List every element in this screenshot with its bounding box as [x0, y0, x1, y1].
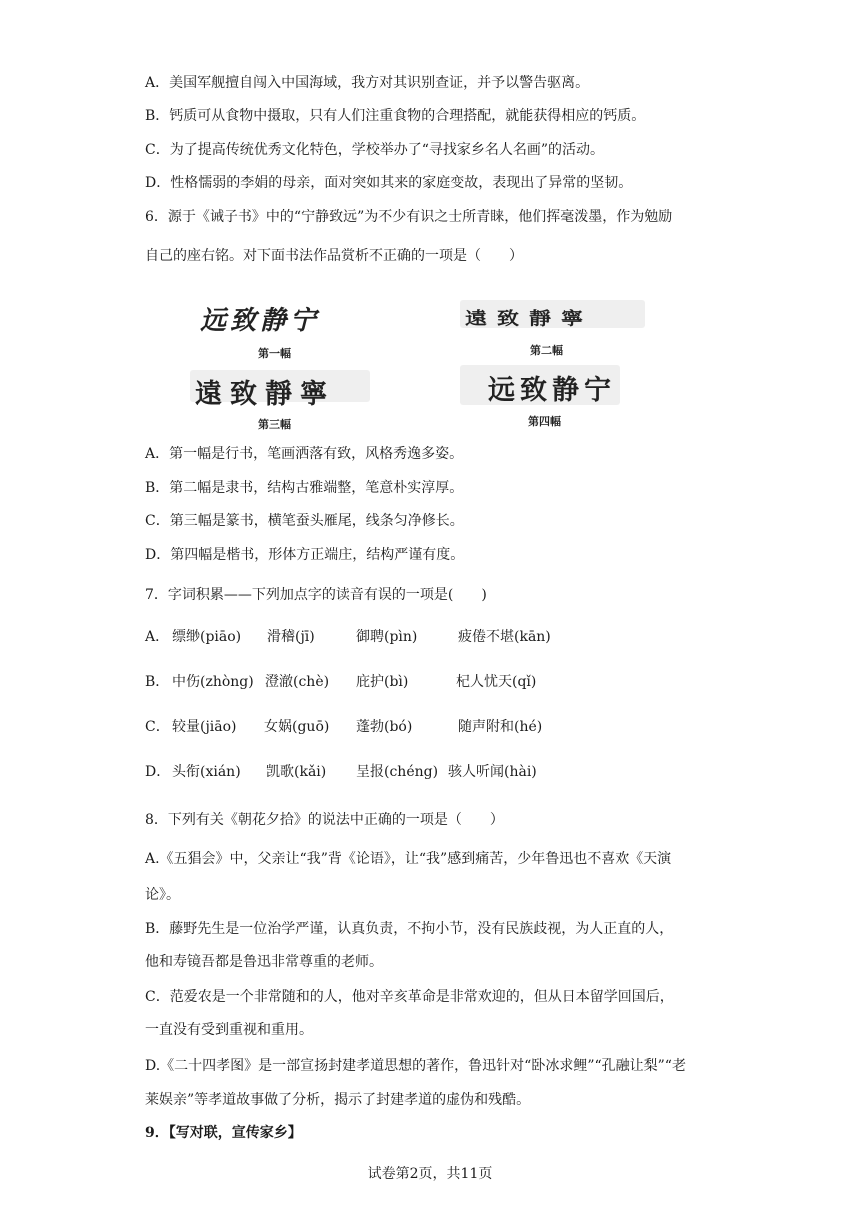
q6-option-d: D．第四幅是楷书，形体方正端庄，结构严谨有度。 [145, 547, 465, 563]
calligraphy-caption-2: 第二幅 [530, 344, 563, 357]
q7-item: 杞人忧天(qǐ) [456, 674, 537, 690]
q5-option-b: B．钙质可从食物中摄取，只有人们注重食物的合理搭配，就能获得相应的钙质。 [145, 108, 646, 124]
q7-item: 庇护(bì) [356, 674, 409, 690]
calligraphy-work-4: 远致静宁 [488, 375, 616, 406]
q7-item: 较量(jiāo) [172, 719, 237, 735]
q6-option-c: C．第三幅是篆书，横笔蚕头雁尾，线条匀净修长。 [145, 513, 464, 529]
q5-option-d: D．性格懦弱的李娟的母亲，面对突如其来的家庭变故，表现出了异常的坚韧。 [145, 175, 633, 191]
q6-option-a: A．第一幅是行书，笔画洒落有致，风格秀逸多姿。 [145, 446, 464, 462]
q6-stem-line1: 6．源于《诫子书》中的“宁静致远”为不少有识之士所青睐，他们挥毫泼墨，作为勉励 [145, 209, 673, 225]
q7-item: 随声附和(hé) [458, 719, 543, 735]
calligraphy-caption-4: 第四幅 [528, 415, 561, 428]
q9-title: 9．【写对联，宣传家乡】 [145, 1125, 302, 1141]
q8-line: 一直没有受到重视和重用。 [145, 1022, 313, 1038]
q5-option-c: C．为了提高传统优秀文化特色，学校举办了“寻找家乡名人名画”的活动。 [145, 142, 605, 158]
calligraphy-work-2: 遠致靜寧 [465, 308, 594, 330]
q8-line: A.《五猖会》中，父亲让“我”背《论语》，让“我”感到痛苦，少年鲁迅也不喜欢《天演 [145, 851, 672, 867]
q8-line: 他和寿镜吾都是鲁迅非常尊重的老师。 [145, 954, 383, 970]
q7-row-label: D． [145, 764, 171, 780]
q8-line: D.《二十四孝图》是一部宣扬封建孝道思想的著作，鲁迅针对“卧冰求鲤”“孔融让梨”“老 [145, 1058, 686, 1074]
q7-item: 呈报(chéng) [356, 764, 439, 780]
calligraphy-caption-3: 第三幅 [258, 418, 291, 431]
q7-item: 凯歌(kǎi) [266, 764, 327, 780]
q7-item: 缥缈(piāo) [172, 629, 242, 645]
q7-row-label: A． [145, 629, 170, 645]
page-footer: 试卷第2页，共11页 [367, 1166, 493, 1182]
q7-item: 澄澈(chè) [265, 674, 330, 690]
q7-item: 蓬勃(bó) [356, 719, 413, 735]
q5-option-a: A．美国军舰擅自闯入中国海域，我方对其识别查证，并予以警告驱离。 [145, 75, 590, 91]
q7-stem: 7．字词积累——下列加点字的读音有误的一项是( ) [145, 587, 487, 603]
q8-line: 莱娱亲”等孝道故事做了分析，揭示了封建孝道的虚伪和残酷。 [145, 1092, 531, 1108]
q7-item: 中伤(zhòng) [172, 674, 254, 690]
q7-item: 御聘(pìn) [356, 629, 418, 645]
q7-item: 女娲(guō) [264, 719, 330, 735]
q7-item: 疲倦不堪(kān) [458, 629, 551, 645]
q8-line: B．藤野先生是一位治学严谨，认真负责，不拘小节，没有民族歧视，为人正直的人， [145, 921, 674, 937]
q6-stem-line2: 自己的座右铭。对下面书法作品赏析不正确的一项是（ ） [145, 248, 523, 264]
q7-item: 滑稽(jī) [267, 629, 315, 645]
calligraphy-figure [190, 290, 650, 435]
calligraphy-caption-1: 第一幅 [258, 347, 291, 360]
calligraphy-work-1: 远致静宁 [200, 306, 321, 336]
calligraphy-work-3: 遠致靜寧 [195, 379, 335, 410]
q6-option-b: B．第二幅是隶书，结构古雅端整，笔意朴实淳厚。 [145, 480, 464, 496]
q8-line: 论》。 [145, 887, 180, 903]
q7-row-label: B． [145, 674, 170, 690]
q7-row-label: C． [145, 719, 170, 735]
q7-item: 头衔(xián) [172, 764, 241, 780]
q8-line: C．范爱农是一个非常随和的人，他对辛亥革命是非常欢迎的，但从日本留学回国后， [145, 989, 674, 1005]
q7-item: 骇人听闻(hài) [448, 764, 537, 780]
q8-stem: 8．下列有关《朝花夕拾》的说法中正确的一项是（ ） [145, 812, 504, 828]
